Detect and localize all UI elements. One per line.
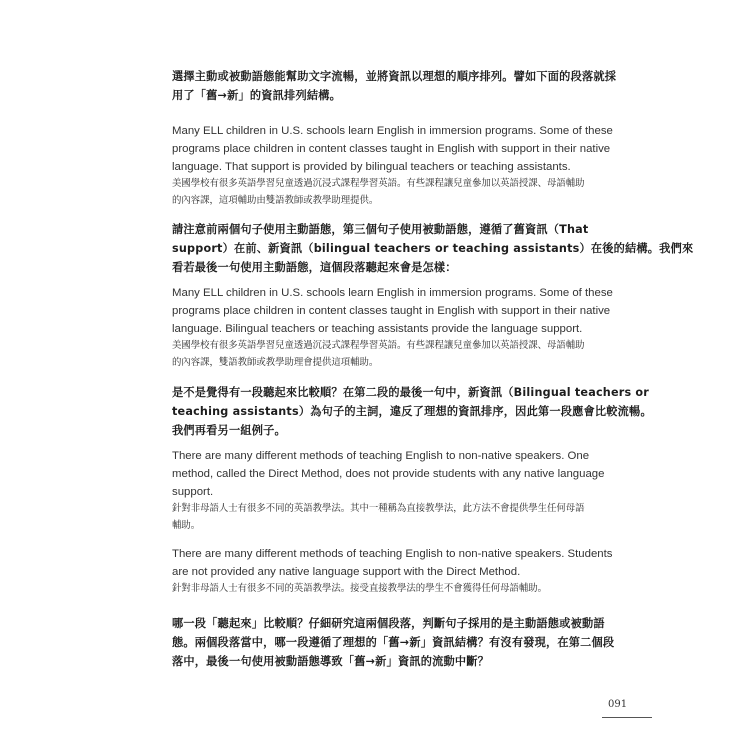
text-line: are not provided any native language support with the Direct Method. (172, 566, 521, 578)
example-2-english (172, 284, 613, 338)
text-line: 選擇主動或被動語態能幫助文字流暢，並將資訊以理想的順序排列。譬如下面的段落就採 (172, 70, 617, 83)
text-line: 落中，最後一句使用被動語態導致「舊→新」資訊的流動中斷？ (172, 655, 490, 668)
text-line: There are many different methods of teaching English to non-native speakers. Students (172, 548, 613, 560)
text-line: programs place children in content classes taught in English with support in their native (172, 143, 611, 155)
text-line: programs place children in content classes taught in English with support in their native (172, 305, 611, 317)
example-4-translation (172, 580, 592, 597)
page-number: 091 (608, 699, 628, 710)
paragraph-explanation-1 (172, 220, 694, 277)
text-line: 我們再看另一組例子。 (172, 424, 286, 437)
text-line: 用了「舊→新」的資訊排列結構。 (172, 89, 341, 102)
text-line: 的內容課，雙語教師或教學助理會提供這項輔助。 (172, 357, 379, 368)
text-line: method, called the Direct Method, does not provide students with any native language (172, 468, 605, 480)
text-line: Many ELL children in U.S. schools learn English in immersion programs. Some of these (172, 287, 613, 299)
text-line: teaching assistants）為句子的主詞，違反了理想的資訊排序，因此第一段應會比較流暢。 (172, 405, 652, 418)
text-line: 的內容課，這項輔助由雙語教師或教學助理提供。 (172, 195, 379, 206)
text-line: Many ELL children in U.S. schools learn English in immersion programs. Some of these (172, 125, 613, 137)
text-line: 是不是覺得有一段聽起來比較順？在第二段的最後一句中，新資訊（Bilingual teachers or (172, 386, 650, 399)
text-line: support. (172, 486, 214, 498)
example-3-english (172, 447, 605, 501)
text-line: support）在前、新資訊（bilingual teachers or teaching assistants）在後的結構。我們來 (172, 242, 694, 255)
text-line: 輔助。 (172, 520, 201, 531)
text-line: language. That support is provided by bilingual teachers or teaching assistants. (172, 161, 571, 173)
text-line: 針對非母語人士有很多不同的英語教學法。其中一種稱為直接教學法，此方法不會提供學生任何母語 (172, 503, 585, 514)
text-line: There are many different methods of teaching English to non-native speakers. One (172, 450, 590, 462)
page-number-rule (602, 717, 652, 718)
example-1-english (172, 122, 613, 176)
text-line: language. Bilingual teachers or teaching assistants provide the language support. (172, 323, 583, 335)
example-4-english (172, 545, 613, 581)
example-1-translation (172, 175, 592, 209)
text-line: 美國學校有很多英語學習兒童透過沉浸式課程學習英語。有些課程讓兒童參加以英語授課、母語輔助 (172, 178, 585, 189)
paragraph-explanation-2 (172, 383, 652, 440)
text-line: 請注意前兩個句子使用主動語態，第三個句子使用被動語態，遵循了舊資訊（That (172, 223, 589, 236)
text-line: 哪一段「聽起來」比較順？仔細研究這兩個段落，判斷句子採用的是主動語態或被動語 (172, 617, 605, 630)
text-line: 看若最後一句使用主動語態，這個段落聽起來會是怎樣： (172, 261, 457, 274)
text-line: 美國學校有很多英語學習兒童透過沉浸式課程學習英語。有些課程讓兒童參加以英語授課、母語輔助 (172, 340, 585, 351)
paragraph-question (172, 614, 615, 671)
text-line: 針對非母語人士有很多不同的英語教學法。接受直接教學法的學生不會獲得任何母語輔助。 (172, 583, 548, 594)
example-2-translation (172, 337, 592, 371)
text-line: 態。兩個段落當中，哪一段遵循了理想的「舊→新」資訊結構？有沒有發現，在第二個段 (172, 636, 615, 649)
example-3-translation (172, 500, 592, 534)
paragraph-intro (172, 67, 617, 105)
